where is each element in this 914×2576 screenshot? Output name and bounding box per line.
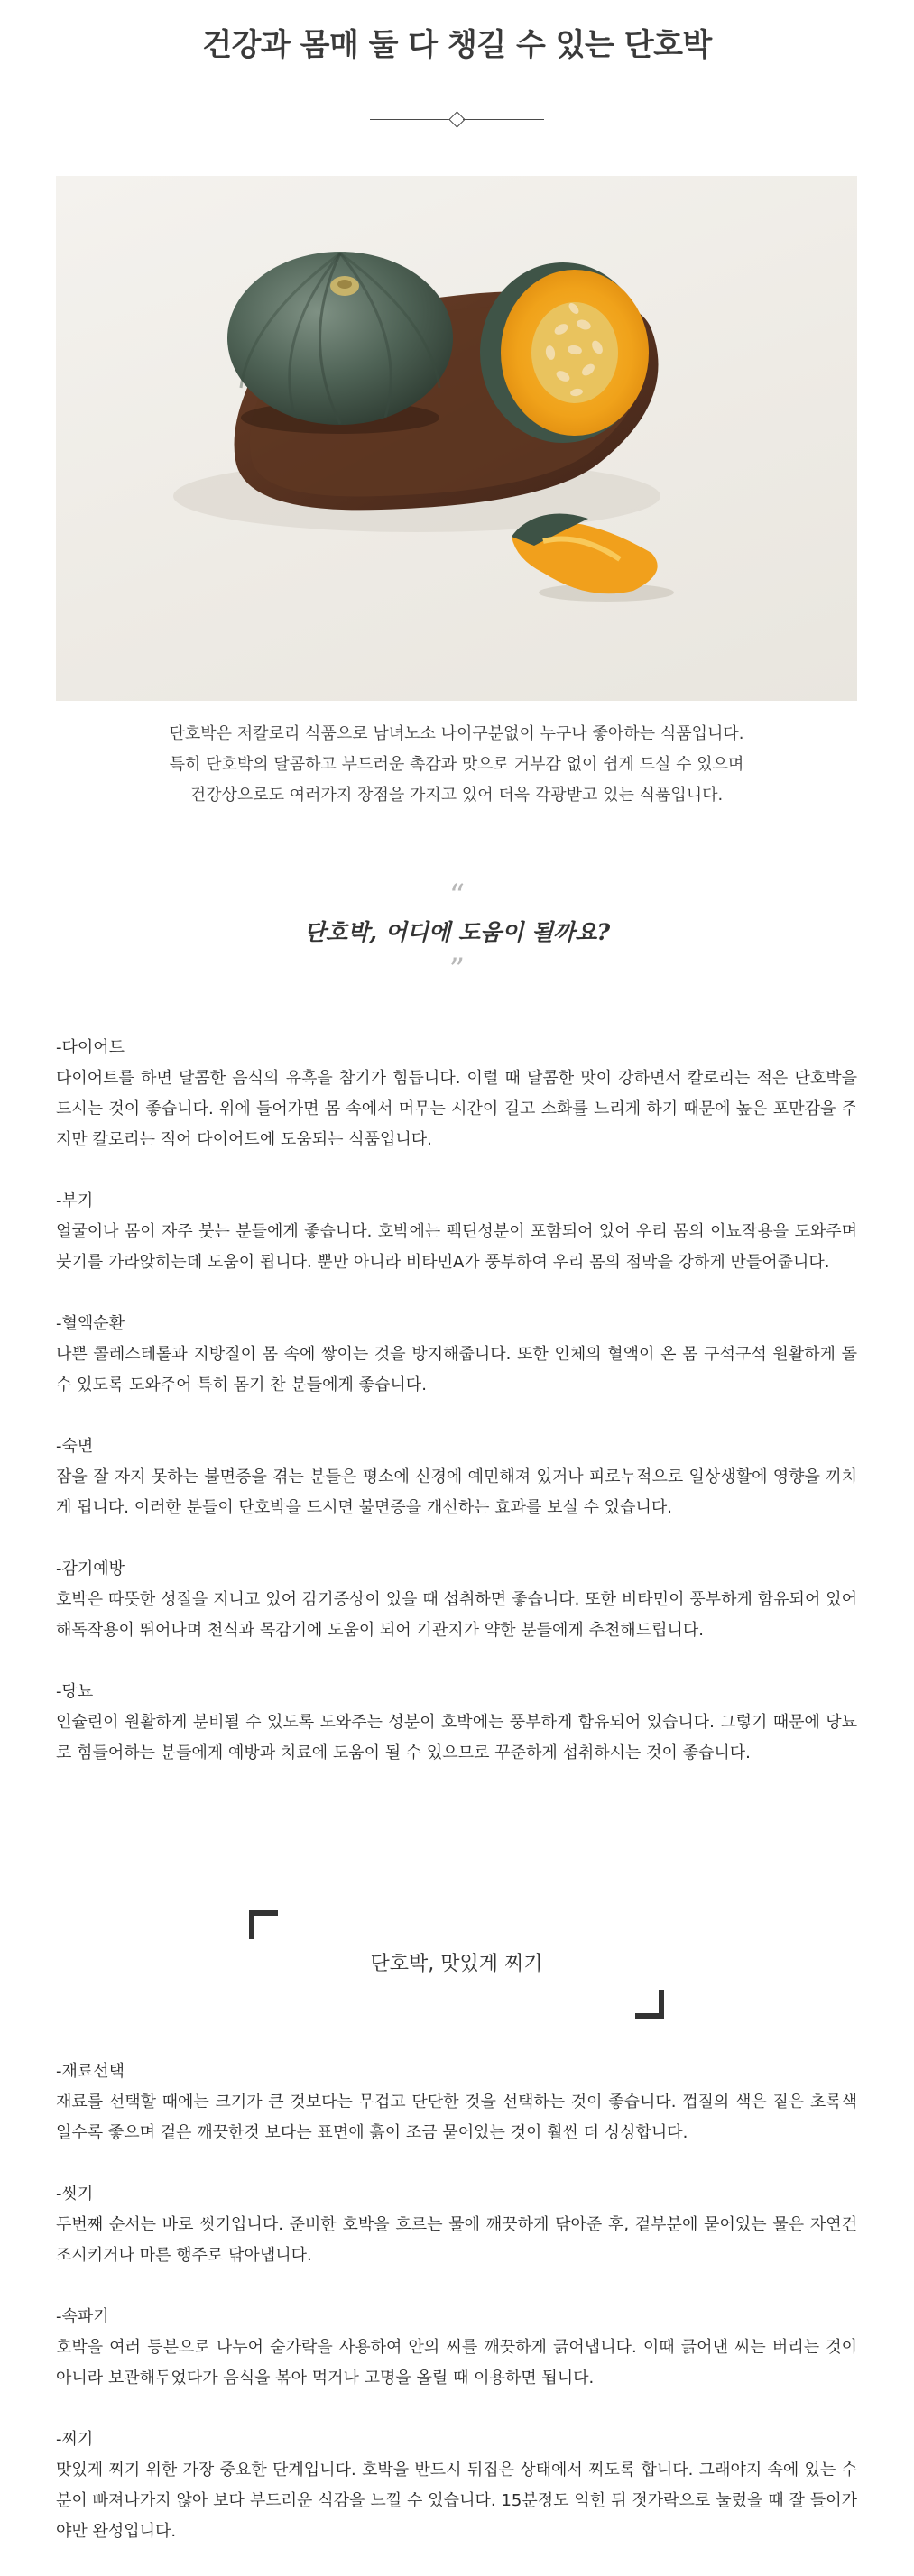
title-divider-ornament: [370, 108, 544, 130]
step-title: -재료선택: [56, 2062, 125, 2081]
step-item: [56, 2056, 857, 2148]
intro-line: 특히 단호박의 달콤하고 부드러운 촉감과 맛으로 거부감 없이 쉽게 드실 수 있으며: [169, 755, 744, 774]
step-item: [56, 2302, 857, 2394]
benefit-title: -당뇨: [56, 1682, 94, 1701]
benefit-body: 나쁜 콜레스테롤과 지방질이 몸 속에 쌓이는 것을 방지해줍니다. 또한 인체의 혈액이 온 몸 구석구석 원활하게 돌 수 있도록 도와주어 특히 몸기 찬 분들에게 좋습니다.: [56, 1345, 857, 1394]
benefit-title: -부기: [56, 1191, 94, 1210]
divider-line-left: [370, 119, 451, 120]
benefit-item: [56, 1309, 857, 1401]
cooking-heading-text: 단호박, 맛있게 찌기: [370, 1953, 543, 1975]
cooking-steps-list: [56, 2056, 857, 2547]
step-title: -속파기: [56, 2307, 109, 2326]
benefit-title: -다이어트: [56, 1038, 125, 1057]
pumpkin-illustration: [56, 176, 857, 701]
benefit-body: 인슐린이 원활하게 분비될 수 있도록 도와주는 성분이 호박에는 풍부하게 함유되어 있습니다. 그렇기 때문에 당뇨로 힘들어하는 분들에게 예방과 치료에 도움이 될 수 있으므로 꾸준하게 섭취하시는 것이 좋습니다.: [56, 1713, 857, 1762]
divider-line-right: [463, 119, 544, 120]
benefit-body: 호박은 따뜻한 성질을 지니고 있어 감기증상이 있을 때 섭취하면 좋습니다. 또한 비타민이 풍부하게 함유되어 있어 해독작용이 뛰어나며 천식과 목감기에 도움이 되어 기관지가 약한 분들에게 추천해드립니다.: [56, 1590, 857, 1640]
benefit-item: [56, 1677, 857, 1769]
step-title: -씻기: [56, 2185, 94, 2203]
benefit-item: [56, 1554, 857, 1646]
benefit-title: -혈액순환: [56, 1314, 125, 1333]
step-body: 호박을 여러 등분으로 나누어 숟가락을 사용하여 안의 씨를 깨끗하게 긁어냅니다. 이때 긁어낸 씨는 버리는 것이 아니라 보관해두었다가 음식을 볶아 먹거나 고명을 올릴 때 이용하면 됩니다.: [56, 2338, 857, 2387]
step-body: 두번째 순서는 바로 씻기입니다. 준비한 호박을 흐르는 물에 깨끗하게 닦아준 후, 겉부분에 묻어있는 물은 자연건조시키거나 마른 행주로 닦아냅니다.: [56, 2215, 857, 2265]
benefits-heading: [0, 878, 914, 988]
whole-pumpkin: [227, 252, 453, 425]
cooking-heading: [249, 1910, 664, 2019]
page-title: 건강과 몸매 둘 다 챙길 수 있는 단호박: [202, 27, 712, 63]
benefits-heading-text: 단호박, 어디에 도움이 될까요?: [303, 919, 611, 945]
benefit-title: -숙면: [56, 1437, 94, 1456]
pumpkin-wedge: [512, 513, 674, 602]
step-body: 맛있게 찌기 위한 가장 중요한 단계입니다. 호박을 반드시 뒤집은 상태에서 찌도록 합니다. 그래야지 속에 있는 수분이 빠져나가지 않아 보다 부드러운 식감을 느낄 수 있습니다. 15분정도 익힌 뒤 젓가락으로 눌렀을 때 잘 들어가야만 완성입니다.: [56, 2461, 857, 2541]
benefit-item: [56, 1431, 857, 1523]
intro-line: 건강상으로도 여러가지 장점을 가지고 있어 더욱 각광받고 있는 식품입니다.: [189, 786, 724, 805]
benefit-title: -감기예방: [56, 1559, 125, 1578]
open-quote-icon: “: [448, 878, 466, 914]
benefit-item: [56, 1033, 857, 1155]
step-item: [56, 2179, 857, 2271]
benefit-body: 다이어트를 하면 달콤한 음식의 유혹을 참기가 힘듭니다. 이럴 때 달콤한 맛이 강하면서 칼로리는 적은 단호박을 드시는 것이 좋습니다. 위에 들어가면 몸 속에서 머무는 시간이 길고 소화를 느리게 하기 때문에 높은 포만감을 주지만 칼로리는 적어 다이어트에 도움되는 식품입니다.: [56, 1069, 857, 1149]
benefits-list: [56, 1033, 857, 1769]
step-body: 재료를 선택할 때에는 크기가 큰 것보다는 무겁고 단단한 것을 선택하는 것이 좋습니다. 껍질의 색은 짙은 초록색일수록 좋으며 겉은 깨끗한것 보다는 표면에 흙이 조금 묻어있는 것이 훨씬 더 싱싱합니다.: [56, 2093, 857, 2142]
pumpkin-photo: [56, 176, 857, 701]
intro-line: 단호박은 저칼로리 식품으로 남녀노소 나이구분없이 누구나 좋아하는 식품입니다.: [169, 724, 744, 743]
intro-paragraph: [56, 719, 857, 811]
step-title: -찌기: [56, 2430, 94, 2449]
close-quote-icon: ”: [448, 952, 466, 988]
benefit-body: 잠을 잘 자지 못하는 불면증을 겪는 분들은 평소에 신경에 예민해져 있거나 피로누적으로 일상생활에 영향을 끼치게 됩니다. 이러한 분들이 단호박을 드시면 불면증을 개선하는 효과를 보실 수 있습니다.: [56, 1467, 857, 1517]
step-item: [56, 2424, 857, 2547]
bracket-corner-bottom-right: [635, 1990, 664, 2019]
benefit-body: 얼굴이나 몸이 자주 붓는 분들에게 좋습니다. 호박에는 펙틴성분이 포함되어 있어 우리 몸의 이뇨작용을 도와주며 붓기를 가라앉히는데 도움이 됩니다. 뿐만 아니라 비타민A가 풍부하여 우리 몸의 점막을 강하게 만들어줍니다.: [56, 1222, 857, 1272]
benefit-item: [56, 1186, 857, 1278]
bracket-corner-top-left: [249, 1910, 278, 1939]
